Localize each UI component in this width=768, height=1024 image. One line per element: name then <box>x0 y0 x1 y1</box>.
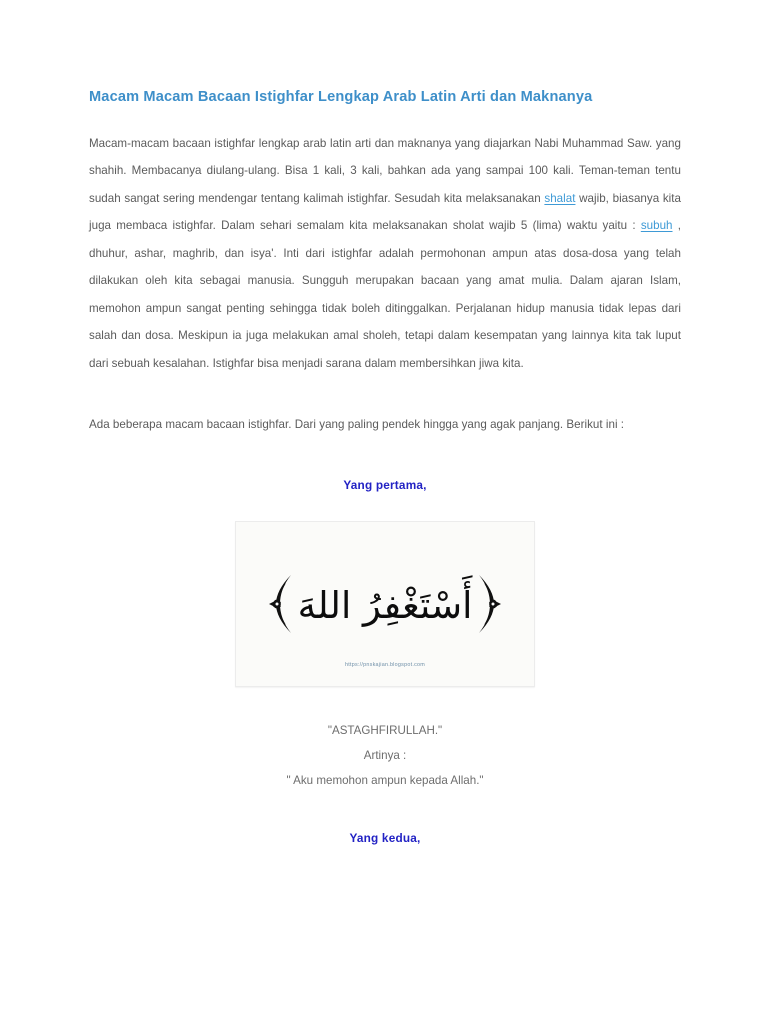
ornament-floral-bracket-right-icon <box>476 573 502 640</box>
calligraphy-wrap <box>268 573 503 640</box>
paragraph-intro-text-3: , dhuhur, ashar, maghrib, dan isya'. Inti dari istighfar adalah permohonan ampun atas dosa-dosa yang telah dilakukan oleh kita sebagai manusia. Sungguh merupakan bacaan yang amat mulia. Dalam ajaran Islam, memohon ampun sangat penting sehingga tidak boleh ditinggalkan. Perjalanan hidup manusia tidak lepas dari salah dan dosa. Meskipun ia juga melakukan amal sholeh, tetapi dalam kesempatan yang lainnya kita tak luput dari sebuah kesalahan. Istighfar bisa menjadi sarana dalam membersihkan jiwa kita. <box>89 219 681 370</box>
arabic-calligraphy-text: أَسْتَغْفِرُ اللهَ <box>297 584 473 628</box>
ornament-floral-bracket-left-icon <box>268 573 294 640</box>
paragraph-intro-text-2: wajib, biasanya kita juga membaca istighfar. Dalam sehari semalam kita melaksanakan sholat wajib 5 (lima) waktu yaitu : <box>89 191 681 233</box>
image-watermark-url: https://pnskajian.blogspot.com <box>344 662 426 668</box>
meaning-text: " Aku memohon ampun kepada Allah." <box>286 774 484 787</box>
link-subuh[interactable]: subuh <box>640 219 673 233</box>
section-heading-kedua-wrap <box>89 831 681 845</box>
artinya-label: Artinya : <box>363 749 407 762</box>
section-heading-pertama: Yang pertama, <box>343 478 427 492</box>
paragraph-intro-text-1: Macam-macam bacaan istighfar lengkap arab latin arti dan maknanya yang diajarkan Nabi Muhammad Saw. yang shahih. Membacanya diulang-ulang. Bisa 1 kali, 3 kali, bahkan ada yang sampai 100 kali. Teman-teman tentu sudah sangat sering mendengar tentang kalimah istighfar. Sesudah kita melaksanakan <box>89 136 681 205</box>
paragraph-spacer <box>89 397 681 411</box>
page-title: Macam Macam Bacaan Istighfar Lengkap Arab Latin Arti dan Maknanya <box>89 89 593 105</box>
section-heading-pertama-wrap <box>89 478 681 492</box>
transliteration-text: "ASTAGHFIRULLAH." <box>327 724 443 737</box>
translation-block <box>89 718 681 793</box>
istighfar-image-figure[interactable] <box>235 521 535 687</box>
link-shalat[interactable]: shalat <box>544 191 576 205</box>
paragraph-intro <box>89 130 681 378</box>
article-content <box>89 88 681 439</box>
section-heading-kedua: Yang kedua, <box>349 831 421 845</box>
paragraph-list-lead: Ada beberapa macam bacaan istighfar. Dari yang paling pendek hingga yang agak panjang. Berikut ini : <box>89 418 625 432</box>
